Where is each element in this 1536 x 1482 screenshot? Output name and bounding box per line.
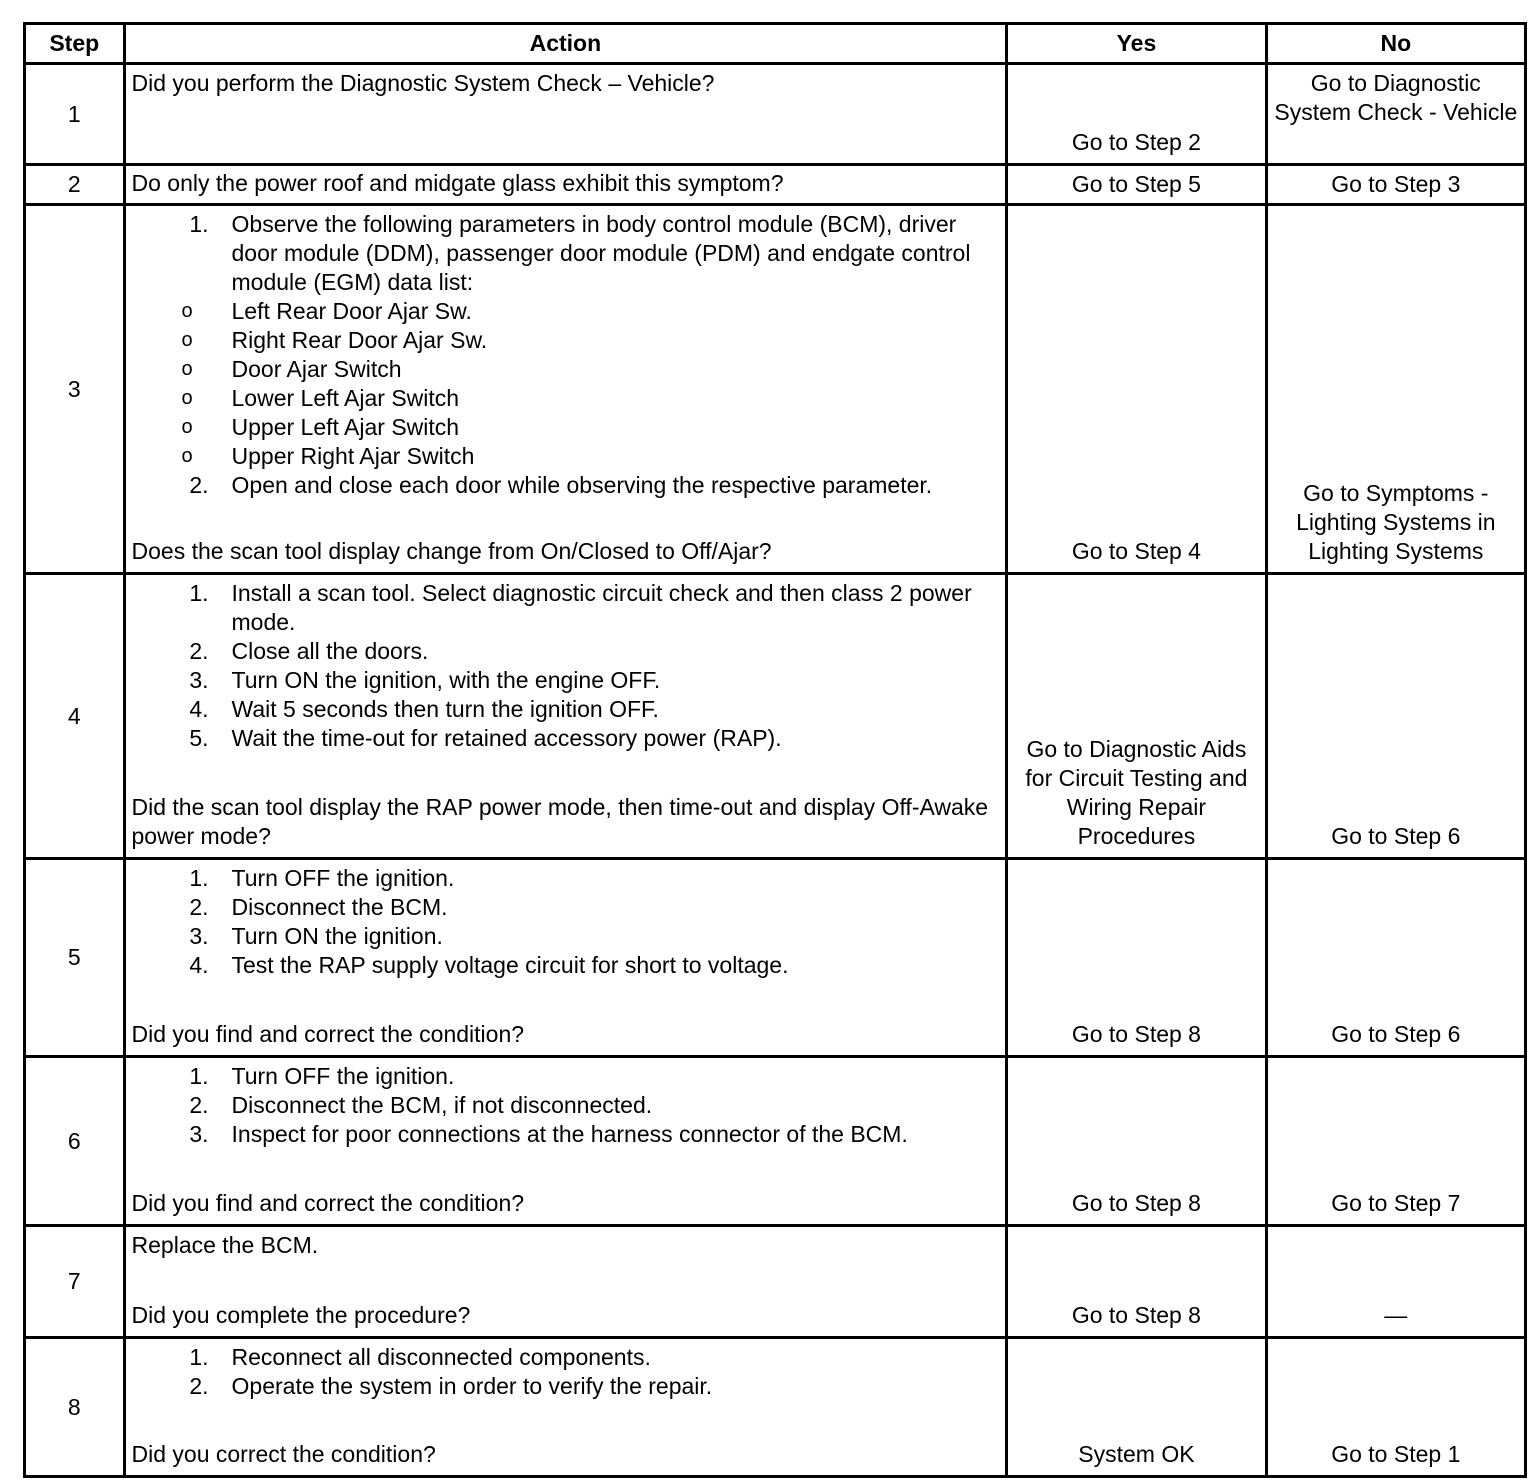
action-text: Observe the following parameters in body control module (BCM), driver door module (DDM), passenger door module (PDM) and endgate control module (EGM) data list: [231, 211, 971, 295]
list-number: 1. [189, 580, 209, 606]
action-cell [124, 1226, 1007, 1338]
list-item [132, 1343, 1000, 1372]
question-text: Do only the power roof and midgate glass exhibit this symptom? [131, 170, 784, 196]
step-number: 8 [25, 1338, 125, 1477]
list-number: 2. [189, 1373, 209, 1399]
list-number: 1. [189, 211, 209, 237]
yes-cell: Go to Step 5 [1007, 165, 1266, 205]
list-number: 4. [189, 696, 209, 722]
action-cell [124, 64, 1007, 165]
list-number: 1. [189, 865, 209, 891]
header-yes: Yes [1007, 24, 1266, 64]
action-text: Open and close each door while observing the respective parameter. [231, 472, 933, 498]
list-item [132, 951, 1000, 980]
table-row [25, 165, 1526, 205]
action-list [132, 864, 1000, 980]
list-item [132, 210, 1000, 471]
list-number: 3. [189, 923, 209, 949]
table-row [25, 64, 1526, 165]
list-item [132, 1091, 1000, 1120]
action-text: Test the RAP supply voltage circuit for short to voltage. [231, 952, 789, 978]
action-text: Disconnect the BCM. [231, 894, 448, 920]
yes-cell: Go to Step 8 [1007, 1057, 1266, 1226]
action-list [132, 1062, 1000, 1149]
list-item: o Upper Right Ajar Switch [181, 443, 475, 469]
yes-cell: System OK [1007, 1338, 1266, 1477]
action-cell [124, 1338, 1007, 1477]
action-cell [124, 574, 1007, 859]
action-list [132, 1343, 1000, 1401]
action-cell [124, 165, 1007, 205]
list-item [132, 1062, 1000, 1091]
list-item [132, 922, 1000, 951]
action-text: Close all the doors. [231, 638, 429, 664]
yes-cell: Go to Diagnostic Aids for Circuit Testing and Wiring Repair Procedures [1007, 574, 1266, 859]
list-item [132, 864, 1000, 893]
list-item [132, 579, 1000, 637]
list-number: 1. [189, 1344, 209, 1370]
action-text: Turn OFF the ignition. [231, 1063, 455, 1089]
list-item [132, 471, 1000, 500]
parameter-list [132, 297, 1000, 471]
step-number: 7 [25, 1226, 125, 1338]
question-text: Did you correct the condition? [131, 1441, 436, 1467]
action-text: Reconnect all disconnected components. [231, 1344, 651, 1370]
yes-cell: Go to Step 4 [1007, 205, 1266, 574]
list-number: 2. [189, 638, 209, 664]
list-number: 3. [189, 1121, 209, 1147]
no-cell: — [1266, 1226, 1525, 1338]
no-cell: Go to Step 3 [1266, 165, 1525, 205]
list-item [132, 666, 1000, 695]
action-text: Wait the time-out for retained accessory power (RAP). [231, 725, 782, 751]
table-row [25, 205, 1526, 574]
header-no: No [1266, 24, 1525, 64]
list-number: 1. [189, 1063, 209, 1089]
table-row [25, 574, 1526, 859]
action-text: Turn ON the ignition, with the engine OFF. [231, 667, 661, 693]
yes-cell: Go to Step 8 [1007, 1226, 1266, 1338]
no-cell: Go to Diagnostic System Check - Vehicle [1266, 64, 1525, 165]
header-row [25, 24, 1526, 64]
action-cell [124, 205, 1007, 574]
step-number: 5 [25, 859, 125, 1057]
no-cell: Go to Step 6 [1266, 859, 1525, 1057]
table-row [25, 1226, 1526, 1338]
list-item [132, 695, 1000, 724]
list-item: o Left Rear Door Ajar Sw. [181, 298, 472, 324]
yes-cell: Go to Step 8 [1007, 859, 1266, 1057]
no-cell: Go to Step 7 [1266, 1057, 1525, 1226]
list-item [132, 893, 1000, 922]
list-number: 4. [189, 952, 209, 978]
no-cell: Go to Step 6 [1266, 574, 1525, 859]
action-list [132, 579, 1000, 753]
action-text: Inspect for poor connections at the harness connector of the BCM. [231, 1121, 908, 1147]
action-text: Wait 5 seconds then turn the ignition OFF. [231, 696, 659, 722]
list-item [132, 1120, 1000, 1149]
question-text: Did you find and correct the condition? [131, 1021, 525, 1047]
diagnostic-table [23, 22, 1527, 1478]
list-item [132, 724, 1000, 753]
list-item: o Right Rear Door Ajar Sw. [181, 327, 488, 353]
no-cell: Go to Symptoms - Lighting Systems in Lighting Systems [1266, 205, 1525, 574]
table-row [25, 859, 1526, 1057]
header-action: Action [124, 24, 1007, 64]
no-cell: Go to Step 1 [1266, 1338, 1525, 1477]
list-number: 2. [189, 894, 209, 920]
list-number: 2. [189, 472, 209, 498]
action-text: Turn ON the ignition. [231, 923, 443, 949]
list-item: o Door Ajar Switch [181, 356, 402, 382]
step-number: 3 [25, 205, 125, 574]
step-number: 6 [25, 1057, 125, 1226]
list-item [132, 637, 1000, 666]
action-text: Disconnect the BCM, if not disconnected. [231, 1092, 653, 1118]
action-list [132, 210, 1000, 500]
action-cell [124, 1057, 1007, 1226]
step-number: 1 [25, 64, 125, 165]
action-text: Install a scan tool. Select diagnostic circuit check and then class 2 power mode. [231, 580, 972, 635]
action-text: Replace the BCM. [131, 1232, 319, 1258]
yes-cell: Go to Step 2 [1007, 64, 1266, 165]
question-text: Did you find and correct the condition? [131, 1190, 525, 1216]
question-text: Did you complete the procedure? [131, 1302, 471, 1328]
action-text: Turn OFF the ignition. [231, 865, 455, 891]
action-cell [124, 859, 1007, 1057]
list-number: 5. [189, 725, 209, 751]
question-text: Did the scan tool display the RAP power mode, then time-out and display Off-Awake power mode? [131, 794, 989, 849]
list-item: o Upper Left Ajar Switch [181, 414, 460, 440]
step-number: 4 [25, 574, 125, 859]
action-text: Operate the system in order to verify the repair. [231, 1373, 713, 1399]
list-number: 3. [189, 667, 209, 693]
list-number: 2. [189, 1092, 209, 1118]
list-item [132, 1372, 1000, 1401]
step-number: 2 [25, 165, 125, 205]
list-item: o Lower Left Ajar Switch [181, 385, 460, 411]
header-step: Step [25, 24, 125, 64]
table-row [25, 1057, 1526, 1226]
question-text: Does the scan tool display change from On/Closed to Off/Ajar? [131, 538, 772, 564]
table-row [25, 1338, 1526, 1477]
question-text: Did you perform the Diagnostic System Check – Vehicle? [131, 70, 715, 96]
